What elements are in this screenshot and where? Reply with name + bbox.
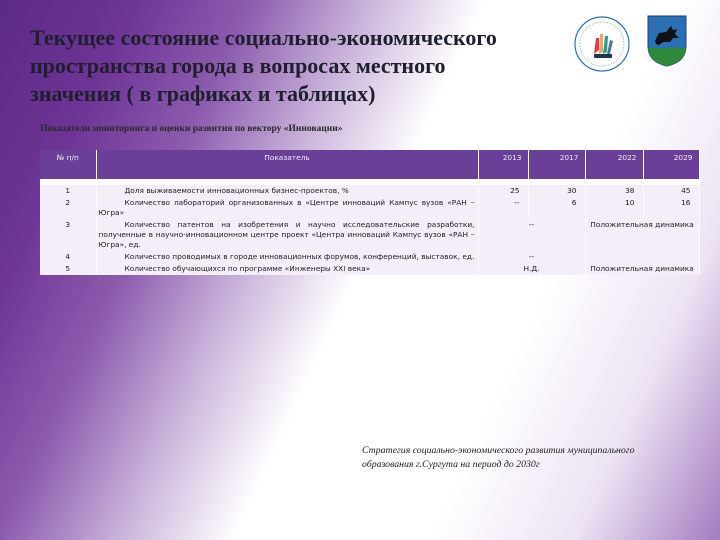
header-2013: 2013	[478, 150, 528, 182]
strategy-line-2: образования г.Сургута на период до 2030г	[362, 459, 540, 470]
table-header-row	[40, 150, 699, 182]
table-caption: Показатели мониторинга и оценки развития по вектору «Инновации»	[40, 124, 343, 134]
header-indicator: Показатель	[96, 150, 478, 182]
row-num: 4	[40, 251, 96, 263]
header-num: № п/п	[40, 150, 96, 182]
row-num: 3	[40, 219, 96, 251]
table-row	[40, 263, 699, 275]
table-row	[40, 182, 699, 197]
header-2017: 2017	[528, 150, 585, 182]
row-value-2017: 30	[528, 182, 585, 197]
title-line-2: пространства города в вопросах местного	[30, 53, 446, 78]
title-line-3: значения ( в графиках и таблицах)	[30, 81, 376, 106]
row-value-2029: 16	[643, 197, 699, 219]
table-row	[40, 219, 699, 251]
row-indicator: Доля выживаемости инновационных бизнес-проектов, %	[96, 182, 478, 197]
row-value-2013-2017: Н.Д.	[478, 263, 585, 275]
row-value-2013: --	[478, 197, 528, 219]
row-value-2013: 25	[478, 182, 528, 197]
header-2029: 2029	[643, 150, 699, 182]
strategy-line-1: Стратегия социально-экономического развития муниципального	[362, 445, 635, 456]
row-value-2013-2017: --	[478, 251, 585, 263]
row-value-2022-2029: Положительная динамика	[585, 263, 699, 275]
row-value-2013-2017: --	[478, 219, 585, 251]
hands-emblem-icon	[572, 14, 632, 74]
row-value-2022: 38	[585, 182, 643, 197]
row-num: 1	[40, 182, 96, 197]
row-indicator: Количество проводимых в городе инновационных форумов, конференций, выставок, ед.	[96, 251, 478, 263]
table-row	[40, 197, 699, 219]
row-indicator: Количество обучающихся по программе «Инженеры XXI века»	[96, 263, 478, 275]
indicators-table	[40, 150, 700, 275]
row-value-2017: 6	[528, 197, 585, 219]
strategy-reference	[362, 444, 707, 472]
row-value-2029: 45	[643, 182, 699, 197]
header-2022: 2022	[585, 150, 643, 182]
row-num: 5	[40, 263, 96, 275]
page-title	[30, 24, 570, 108]
row-indicator: Количество патентов на изобретения и научно исследовательские разработки, полученные в научно-инновационном центре проект «Центра инноваций Кампус вузов «РАН – Югра», ед.	[96, 219, 478, 251]
row-num: 2	[40, 197, 96, 219]
fox-coat-of-arms-icon	[646, 14, 688, 68]
row-indicator: Количество лабораторий организованных в «Центре инноваций Кампус вузов «РАН – Югра»	[96, 197, 478, 219]
title-line-1: Текущее состояние социально-экономического	[30, 25, 497, 50]
row-value-2022-2029: Положительная динамика	[585, 219, 699, 263]
row-value-2022: 10	[585, 197, 643, 219]
